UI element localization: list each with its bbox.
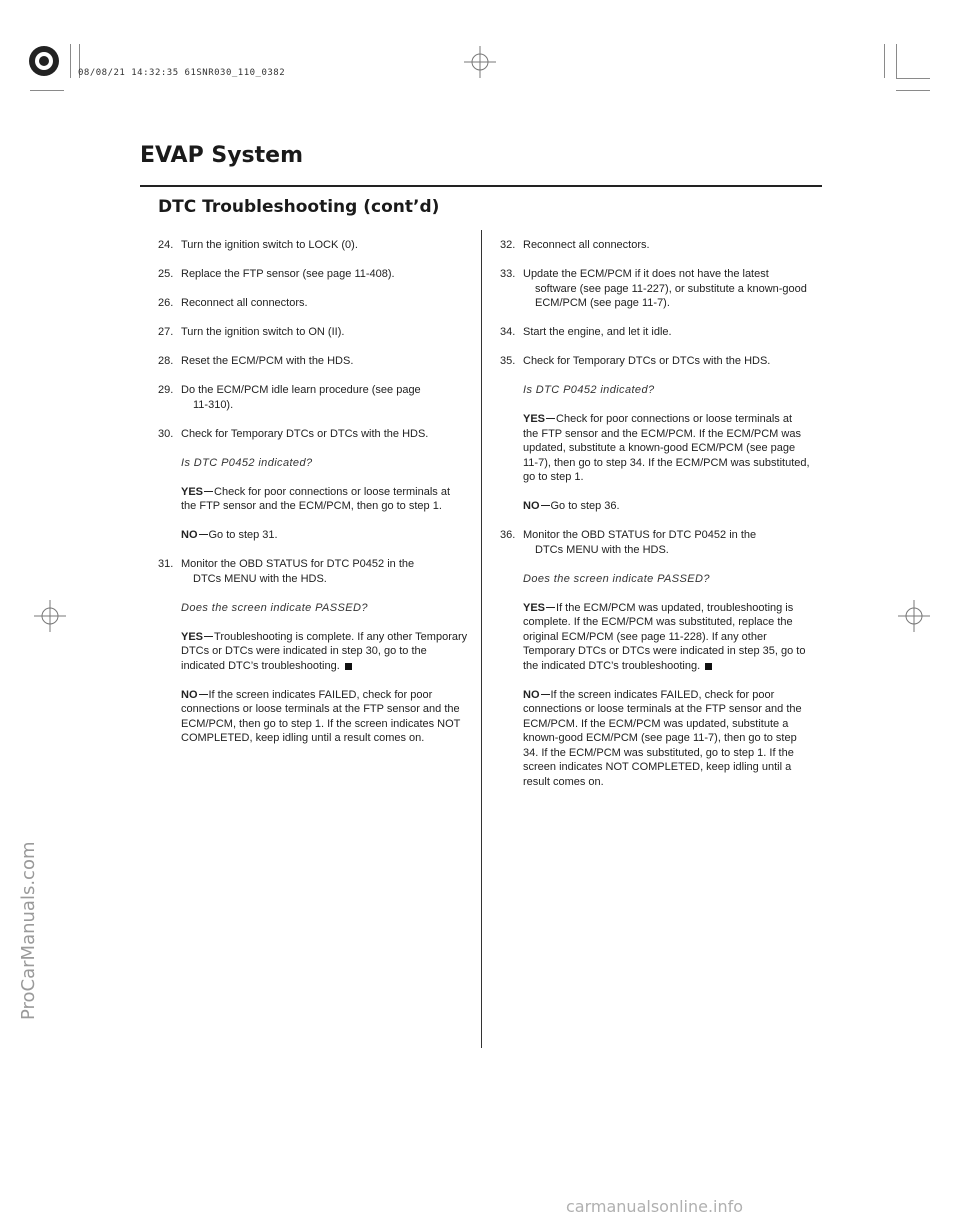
- question: Is DTC P0452 indicated?: [181, 456, 313, 469]
- crosshair-right: [898, 600, 930, 632]
- dash-icon: [204, 636, 213, 637]
- crosshair-icon: [464, 46, 496, 78]
- dash-icon: [199, 534, 208, 535]
- end-square-icon: [345, 663, 352, 670]
- step-29: 29. Do the ECM/PCM idle learn procedure (see page 11-310).: [158, 384, 421, 411]
- answer-no: NO Go to step 36.: [523, 500, 620, 512]
- question: Does the screen indicate PASSED?: [181, 601, 368, 614]
- footer-watermark: carmanualsonline.info: [566, 1197, 744, 1216]
- question: Does the screen indicate PASSED?: [523, 572, 710, 585]
- right-column: [500, 238, 810, 804]
- crosshair-icon: [34, 600, 66, 632]
- step-33: 33. Update the ECM/PCM if it does not have the latest software (see page 11-227), or substitute a known-good ECM/PCM (see page 11-7).: [500, 268, 807, 309]
- column-divider: [481, 230, 482, 1048]
- step-27: 27. Turn the ignition switch to ON (II).: [158, 326, 345, 338]
- crop-mark: [30, 90, 64, 91]
- dash-icon: [204, 491, 213, 492]
- answer-yes: YES If the ECM/PCM was updated, troubleshooting is complete. If the ECM/PCM was substituted, replace the original ECM/PCM (see page 11-228). If any other Temporary DTCs or DTCs were indicated in step 35, go to the indicated DTC’s troubleshooting.: [523, 601, 806, 672]
- crop-mark: [896, 78, 930, 79]
- answer-yes: YES Troubleshooting is complete. If any other Temporary DTCs or DTCs were indicated in step 30, go to the indicated DTC’s troubleshooting.: [181, 630, 468, 672]
- answer-yes: YES Check for poor connections or loose terminals at the FTP sensor and the ECM/PCM, then go to step 1.: [181, 485, 451, 512]
- question: Is DTC P0452 indicated?: [523, 384, 655, 396]
- crop-mark: [896, 44, 897, 78]
- step-24: 24. Turn the ignition switch to LOCK (0).: [158, 239, 358, 251]
- print-stamp: 08/08/21 14:32:35 61SNR030_110_0382: [78, 68, 286, 78]
- step-32: 32. Reconnect all connectors.: [500, 239, 650, 251]
- dash-icon: [546, 418, 555, 419]
- answer-no: NO If the screen indicates FAILED, check for poor connections or loose terminals at the FTP sensor and the ECM/PCM, then go to step 1. If the screen indicates NOT COMPLETED, keep idling until a result comes on.: [181, 688, 461, 744]
- answer-no: NO Go to step 31.: [181, 529, 278, 541]
- crop-mark: [884, 44, 885, 78]
- dash-icon: [199, 694, 208, 695]
- crosshair-icon: [898, 600, 930, 632]
- registration-mark-top-left: [27, 44, 61, 78]
- page-subtitle: DTC Troubleshooting (cont’d): [158, 197, 440, 217]
- side-watermark: ProCarManuals.com: [18, 841, 39, 1020]
- crosshair-top-center: [464, 46, 496, 78]
- step-35: 35. Check for Temporary DTCs or DTCs with the HDS.: [500, 355, 771, 367]
- step-28: 28. Reset the ECM/PCM with the HDS.: [158, 355, 354, 367]
- end-square-icon: [705, 663, 712, 670]
- crop-mark: [896, 90, 930, 91]
- step-31: 31. Monitor the OBD STATUS for DTC P0452 in the DTCs MENU with the HDS.: [158, 558, 415, 585]
- step-34: 34. Start the engine, and let it idle.: [500, 326, 672, 338]
- dash-icon: [541, 694, 550, 695]
- dash-icon: [541, 505, 550, 506]
- section-title: EVAP System: [140, 143, 304, 168]
- answer-no: NO If the screen indicates FAILED, check for poor connections or loose terminals at the FTP sensor and the ECM/PCM. If the ECM/PCM was updated, substitute a known-good ECM/PCM (see page 11-7), then go to step 34. If the ECM/PCM was substituted, go to step 1. If the screen indicates NOT COMPLETED, keep idling until a result comes on.: [523, 688, 802, 788]
- crop-mark: [70, 44, 71, 78]
- title-rule: [140, 185, 822, 187]
- left-column: [158, 238, 468, 760]
- registration-target-icon: [27, 44, 61, 78]
- crosshair-left: [34, 600, 66, 632]
- dash-icon: [546, 607, 555, 608]
- step-30: 30. Check for Temporary DTCs or DTCs with the HDS.: [158, 427, 429, 440]
- answer-yes: YES Check for poor connections or loose terminals at the FTP sensor and the ECM/PCM. If the ECM/PCM was updated, substitute a known-good ECM/PCM (see page 11-7), then go to step 34. If the ECM/PCM was substituted, go to step 1.: [523, 413, 810, 483]
- step-25: 25. Replace the FTP sensor (see page 11-408).: [158, 268, 395, 280]
- step-36: 36. Monitor the OBD STATUS for DTC P0452 in the DTCs MENU with the HDS.: [500, 529, 757, 556]
- step-26: 26. Reconnect all connectors.: [158, 297, 308, 309]
